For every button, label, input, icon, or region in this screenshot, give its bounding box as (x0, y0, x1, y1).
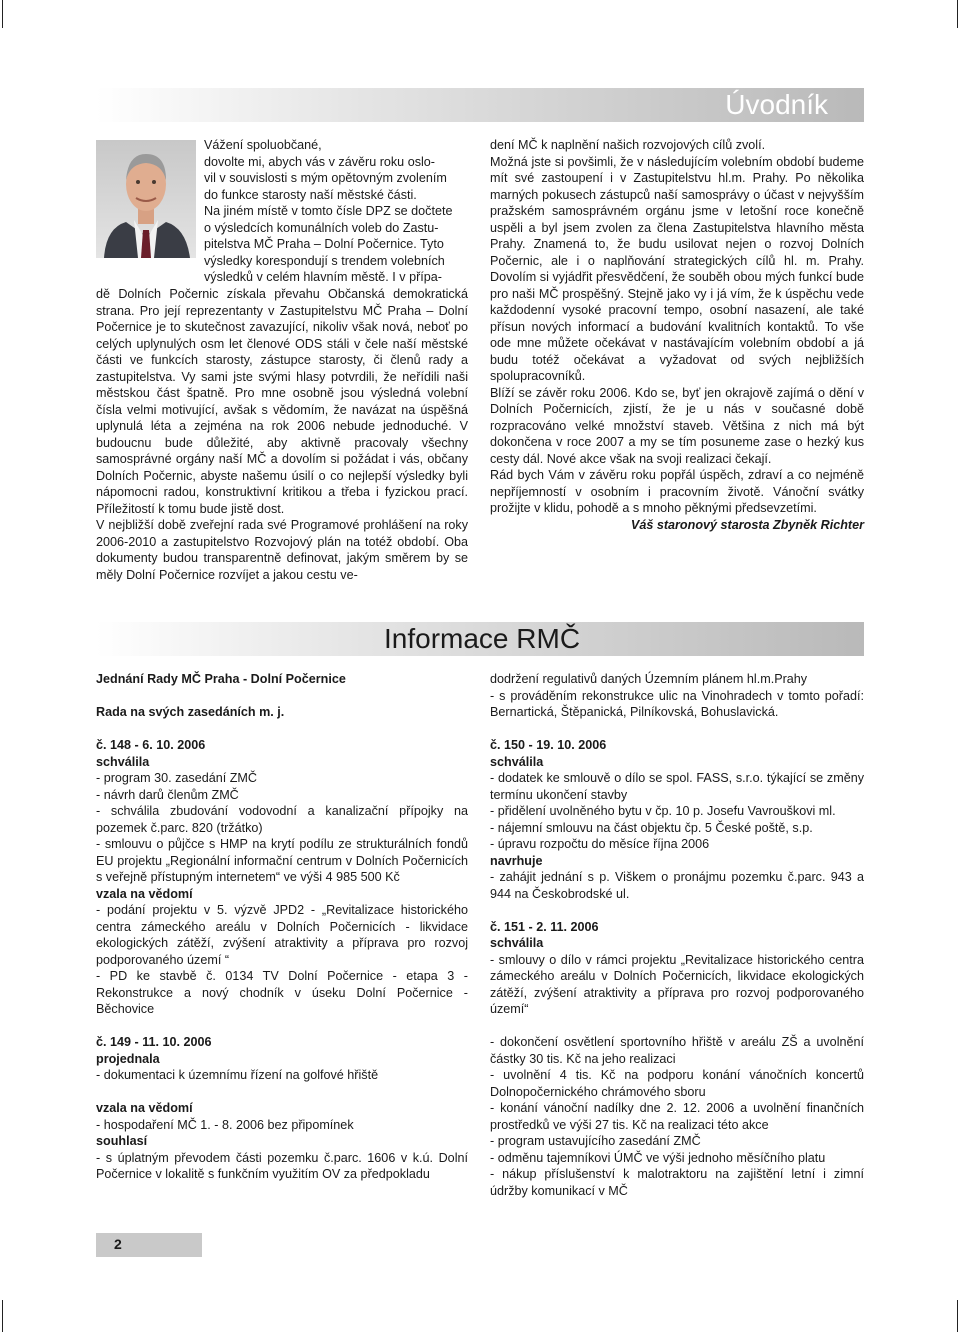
block-item: - program ustavujícího zasedání ZMČ (490, 1134, 701, 1148)
block-heading: vzala na vědomí (96, 1101, 193, 1115)
crop-mark-top-left (2, 0, 3, 28)
block-heading: schválila (490, 936, 544, 950)
block-heading: č. 149 - 11. 10. 2006 (96, 1035, 212, 1049)
block-heading: č. 150 - 19. 10. 2006 (490, 738, 607, 752)
paragraph: Rád bych Vám v závěru roku popřál úspěch, zdraví a co nejméně nepříjemností v osobním i pracovním životě. Vánoční svátky prožijte v klidu, pohodě a s mnoho pěknými předsevzetími. (490, 468, 864, 515)
mayor-portrait (96, 140, 196, 258)
block-heading: projednala (96, 1051, 160, 1066)
section-banner-informace (96, 622, 864, 656)
intro-line: o výsledcích komunálních voleb do Zastu- (204, 220, 439, 235)
block-item: - dokončení osvětlení sportovního hřiště v areálu ZŠ a uvolnění částky 30 tis. Kč na jeho realizaci (490, 1035, 864, 1066)
block-item: - dokumentaci k územnímu řízení na golfové hřiště (96, 1068, 379, 1082)
block-item: - smlouvy o dílo v rámci projektu „Revitalizace historického centra zámeckého areálu v Dolních Počernicích, likvidace ekologických zátěží, zvýšení atraktivity a příprava pro rozvoj podporovaného území“ (490, 952, 864, 1016)
section-title: Informace RMČ (384, 623, 581, 654)
intro-line: Na jiném místě v tomto čísle DPZ se dočtete (204, 204, 453, 218)
block-item: - nájemní smlouvu na část objektu čp. 5 České poště, s.p. (490, 820, 813, 835)
paragraph: dě Dolních Počernic získala převahu Občanská demokratická strana. Pro její reprezentanty v Zastupitelstvu MČ Praha – Dolní Počernice je to skutečnost zavazující, nikoliv však nová, neboť po celých uplynulých osm let členové ODS stáli v čele naší městské části ve funkcích starosty, zástupce starosty, či členů rady a zastupitelstva. Vy sami jste svými hlasy potvrdili, že neřídili naši městskou část špatně. Pro mne osobně jsou výsledná volební čísla velmi motivující, avšak s vědomím, že navázat na úspěšná uplynulá léta a zejména na rok 2006 nebude jednoduché. V budoucnu bude důležité, aby aktivně pracovaly všechny samosprávné orgány naší MČ a dovolím si požádat i vás, občany Dolních Počernic, abyste našemu úsilí o co nejlepší výsledky byli nápomocni radou, konstruktivní kritikou a třeba i fyzickou prací. Příležitostí k tomu bude jistě dost. (96, 287, 468, 516)
intro-line: vil v souvislosti s mým opětovným zvolením (204, 171, 447, 185)
block-item: - dodatek ke smlouvě o dílo se spol. FASS, s.r.o. týkající se změny termínu ukončení stavby (490, 771, 864, 802)
spacer (96, 1018, 468, 1035)
section-banner-uvodnik (96, 88, 864, 122)
intro-line: dovolte mi, abych vás v závěru roku oslo- (204, 154, 435, 169)
block-item: - odměnu tajemníkovi ÚMČ ve výši jednoho měsíčního platu (490, 1150, 826, 1165)
block-item: - program 30. zasedání ZMČ (96, 771, 257, 785)
paragraph: Možná jste si povšimli, že v následujícím volebním období budeme mít své zastoupení i v Zastupitelstvu hl.m. Prahy. Po několika marných pokusech zástupců naší samosprávy o účast v nejvyšším pražském samosprávném orgánu jsme v letošní roce konečně uspěli a byl jsem zvolen za člena Zastupitelstva hlavního města Prahy. Znamená to, že budu usilovat nejen o rozvoj Dolních Počernic, ale i o naplňování strategických cílů hl. m. Prahy. Dovolím si vyjádřit přesvědčení, že souběh obou mých funkcí bude pro naši MČ prospěšný. Stejně jako vy i já vím, že k úspěchu vede každodenní vysoké pracovní tempo, osobní nasazení, ale také přísun nových informací a budování kvalitních kontaktů. To vše ode mne můžete očekávat v nastávajícím volebním období a já budu totéž očekávat a vyžadovat od svých nejbližších spolupracovníků. (490, 154, 864, 383)
block-item: - podání projektu v 5. výzvě JPD2 - „Revitalizace historického centra zámeckého areálu v Dolních Počernicích - likvidace ekologických zátěží, zvýšení atraktivity a příprava pro rozvoj podporovaného území “ (96, 903, 468, 967)
block-heading: navrhuje (490, 853, 543, 868)
intro-line: pitelstva MČ Praha – Dolní Počernice. Tyto (204, 237, 444, 251)
spacer (490, 902, 864, 919)
paragraph: V nejbližší době zveřejní rada své Programové prohlášení na roky 2006-2010 a zastupitelstvo Rozvojový plán na totéž období. Oba dokumenty budou transparentně definovat, jakým směrem by se měly Dolní Počernice rozvíjet a jakou cestu ve- (96, 518, 468, 582)
block-heading: č. 148 - 6. 10. 2006 (96, 738, 206, 752)
block-heading: č. 151 - 2. 11. 2006 (490, 919, 599, 934)
page-number-box (96, 1233, 202, 1257)
block-item: - hospodaření MČ 1. - 8. 2006 bez připomínek (96, 1117, 354, 1132)
intro-line: výsledky korespondují s trendem volebních (204, 253, 445, 268)
block-heading: Jednání Rady MČ Praha - Dolní Počernice (96, 672, 346, 686)
block-item: - smlouvu o půjčce s HMP na krytí podílu ze strukturálních fondů EU projektu „Regionální informační centrum v Dolních Počernicích s veřejně přístupným internetem“ ve výši 4 985 500 Kč (96, 837, 468, 884)
section-title: Úvodník (725, 89, 828, 120)
crop-mark-bottom-left (2, 1300, 3, 1332)
block-heading: souhlasí (96, 1134, 148, 1148)
crop-mark-bottom-right (957, 1300, 958, 1332)
intro-line: do funkce starosty naší městské části. (204, 187, 417, 202)
block-item: - návrh darů členům ZMČ (96, 787, 239, 802)
block-item: - přidělení uvolněného bytu v čp. 10 p. Josefu Vavrouškovi ml. (490, 804, 836, 818)
intro-text (204, 137, 468, 286)
spacer (490, 721, 864, 738)
editorial-left-column (96, 286, 468, 583)
block-item: - uvolnění 4 tis. Kč na podporu konání vánočních koncertů Dolnopočernického chrámového sboru (490, 1068, 864, 1099)
page-number: 2 (114, 1236, 122, 1252)
intro-line: výsledků v celém hlavním městě. I v přípa- (204, 270, 442, 284)
block-item: dodržení regulativů daných Územním plánem hl.m.Prahy (490, 672, 808, 686)
paragraph: Blíží se závěr roku 2006. Kdo se, byť jen okrajově zajímá o dění v Dolních Počernicích, zjistí, že je u nás v současné době rozpracováno velké množství staveb. Většina z nich má být dokončena v roce 2007 a my se tím posuneme zase o hezký kus cesty dál. Nové akce však na svoji realizaci čekají. (490, 385, 864, 466)
block-item: - zahájit jednání s p. Viškem o pronájmu pozemku č.parc. 943 a 944 na Českobrodské ul. (490, 870, 864, 901)
block-item: - s úplatným převodem části pozemku č.parc. 1606 v k.ú. Dolní Počernice v lokalitě s funkčním využitím OV za předpokladu (96, 1150, 468, 1181)
block-heading: Rada na svých zasedáních m. j. (96, 705, 285, 719)
crop-mark-top-right (957, 0, 958, 28)
spacer (96, 688, 468, 705)
block-item: - PD ke stavbě č. 0134 TV Dolní Počernice - etapa 3 - Rekonstrukce a nový chodník v úseku Dolní Počernice - Běchovice (96, 969, 468, 1016)
block-item: - nákup příslušenství k malotraktoru na zajištění letní i zimní údržby komunikací v MČ (490, 1167, 864, 1198)
council-right-column (490, 671, 864, 1199)
spacer (96, 1084, 468, 1101)
block-item: - konání vánoční nadílky dne 2. 12. 2006 a uvolnění finančních prostředků ve výši 27 tis. Kč na realizaci této akce (490, 1101, 864, 1132)
editorial-right-column (490, 137, 864, 533)
block-heading: schválila (96, 754, 150, 769)
spacer (96, 721, 468, 738)
signature: Váš staronový starosta Zbyněk Richter (630, 517, 864, 532)
spacer (490, 1018, 864, 1035)
paragraph: dení MČ k naplnění našich rozvojových cílů zvolí. (490, 138, 766, 152)
block-item: - s prováděním rekonstrukce ulic na Vinohradech v tomto pořadí: Bernartická, Štěpanická, Pilníkovská, Bohuslavická. (490, 688, 864, 719)
intro-line: Vážení spoluobčané, (204, 138, 322, 152)
council-left-column (96, 671, 468, 1183)
block-item: - schválila zbudování vodovodní a kanalizační přípojky na pozemek č.parc. 820 (tržátko) (96, 804, 468, 835)
block-heading: vzala na vědomí (96, 886, 193, 901)
block-heading: schválila (490, 754, 544, 769)
block-item: - úpravu rozpočtu do měsíce října 2006 (490, 837, 710, 851)
